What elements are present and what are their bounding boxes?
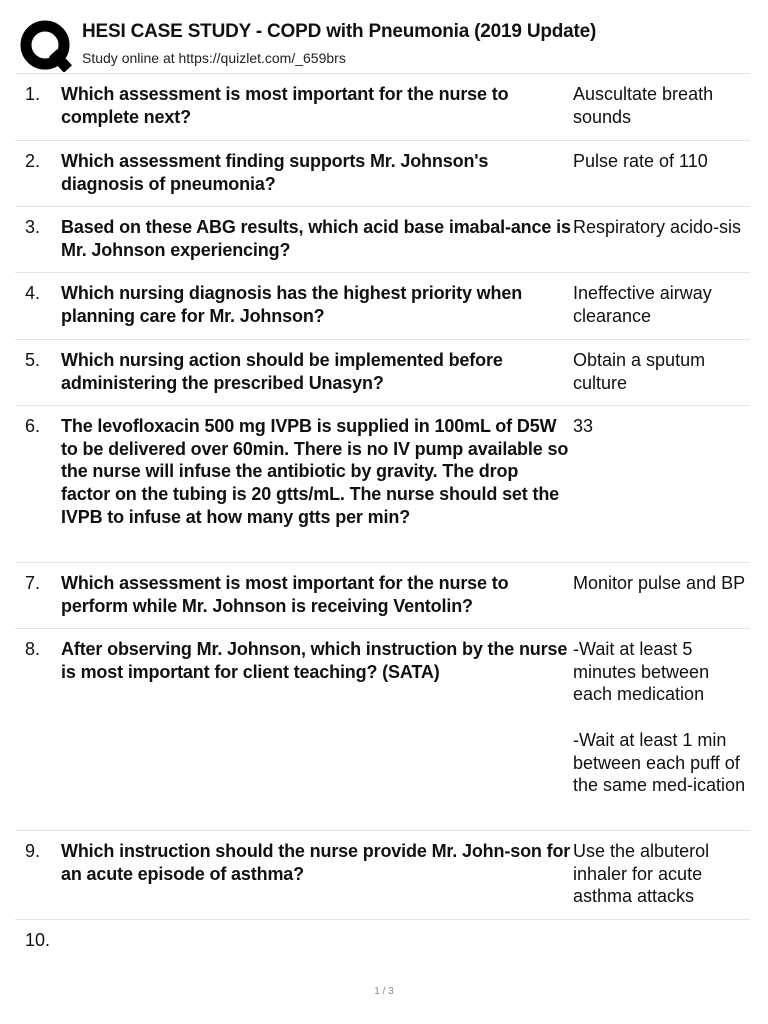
question-row-5 xyxy=(15,339,750,405)
question-row-4 xyxy=(15,272,750,339)
question-text: Which assessment is most important for the nurse to complete next? xyxy=(61,84,509,127)
study-online-link[interactable]: Study online at https://quizlet.com/_659brs xyxy=(82,50,346,66)
answer-text: Respiratory acido-sis xyxy=(573,217,742,237)
question-row-7 xyxy=(15,562,750,628)
question-row-9 xyxy=(15,830,750,919)
answer-text: Monitor pulse and BP xyxy=(573,573,746,593)
answer-text: 33 xyxy=(573,416,594,436)
answer-text: Ineffective airway clearance xyxy=(573,283,712,326)
question-number: 3. xyxy=(25,217,41,237)
question-number: 5. xyxy=(25,350,41,370)
page-number: 1 / 3 xyxy=(374,986,394,997)
question-text: Which assessment is most important for the nurse to perform while Mr. Johnson is receiving Ventolin? xyxy=(61,573,509,616)
page-header xyxy=(0,0,768,74)
question-row-1 xyxy=(15,73,750,140)
question-number: 1. xyxy=(25,84,41,104)
question-row-6 xyxy=(15,405,750,562)
question-list xyxy=(15,73,750,969)
question-row-3 xyxy=(15,206,750,272)
question-text: Which nursing diagnosis has the highest priority when planning care for Mr. Johnson? xyxy=(61,283,523,326)
question-text: Which instruction should the nurse provide Mr. John-son for an acute episode of asthma? xyxy=(61,841,571,884)
answer-text: Use the albuterol inhaler for acute asthma attacks xyxy=(573,841,710,907)
question-text: Which assessment finding supports Mr. Johnson's diagnosis of pneumonia? xyxy=(61,151,489,194)
answer-text: Pulse rate of 110 xyxy=(573,151,708,171)
quizlet-logo-icon xyxy=(20,20,72,72)
answer-text: Obtain a sputum culture xyxy=(573,350,706,393)
question-row-8 xyxy=(15,628,750,830)
answer-text: -Wait at least 5 minutes between each medication -Wait at least 1 min between each puff of the same med-ication xyxy=(573,639,746,796)
question-number: 9. xyxy=(25,841,41,861)
question-text: The levofloxacin 500 mg IVPB is supplied in 100mL of D5W to be delivered over 60min. There is no IV pump available so the nurse will infuse the antibiotic by gravity. The drop factor on the tubing is 20 gtts/mL. The nurse should set the IVPB to infuse at how many gtts per min? xyxy=(61,416,569,527)
question-number: 8. xyxy=(25,639,41,659)
question-text: After observing Mr. Johnson, which instruction by the nurse is most important for client teaching? (SATA) xyxy=(61,639,568,682)
question-number: 10. xyxy=(25,930,51,950)
question-number: 4. xyxy=(25,283,41,303)
page-title: HESI CASE STUDY - COPD with Pneumonia (2019 Update) xyxy=(82,21,597,42)
question-number: 6. xyxy=(25,416,41,436)
question-text: Based on these ABG results, which acid base imabal-ance is Mr. Johnson experiencing? xyxy=(61,217,571,260)
answer-text: Auscultate breath sounds xyxy=(573,84,714,127)
question-row-10 xyxy=(15,919,750,969)
question-number: 7. xyxy=(25,573,41,593)
question-row-2 xyxy=(15,140,750,206)
question-number: 2. xyxy=(25,151,41,171)
question-text: Which nursing action should be implemented before administering the prescribed Unasyn? xyxy=(61,350,503,393)
